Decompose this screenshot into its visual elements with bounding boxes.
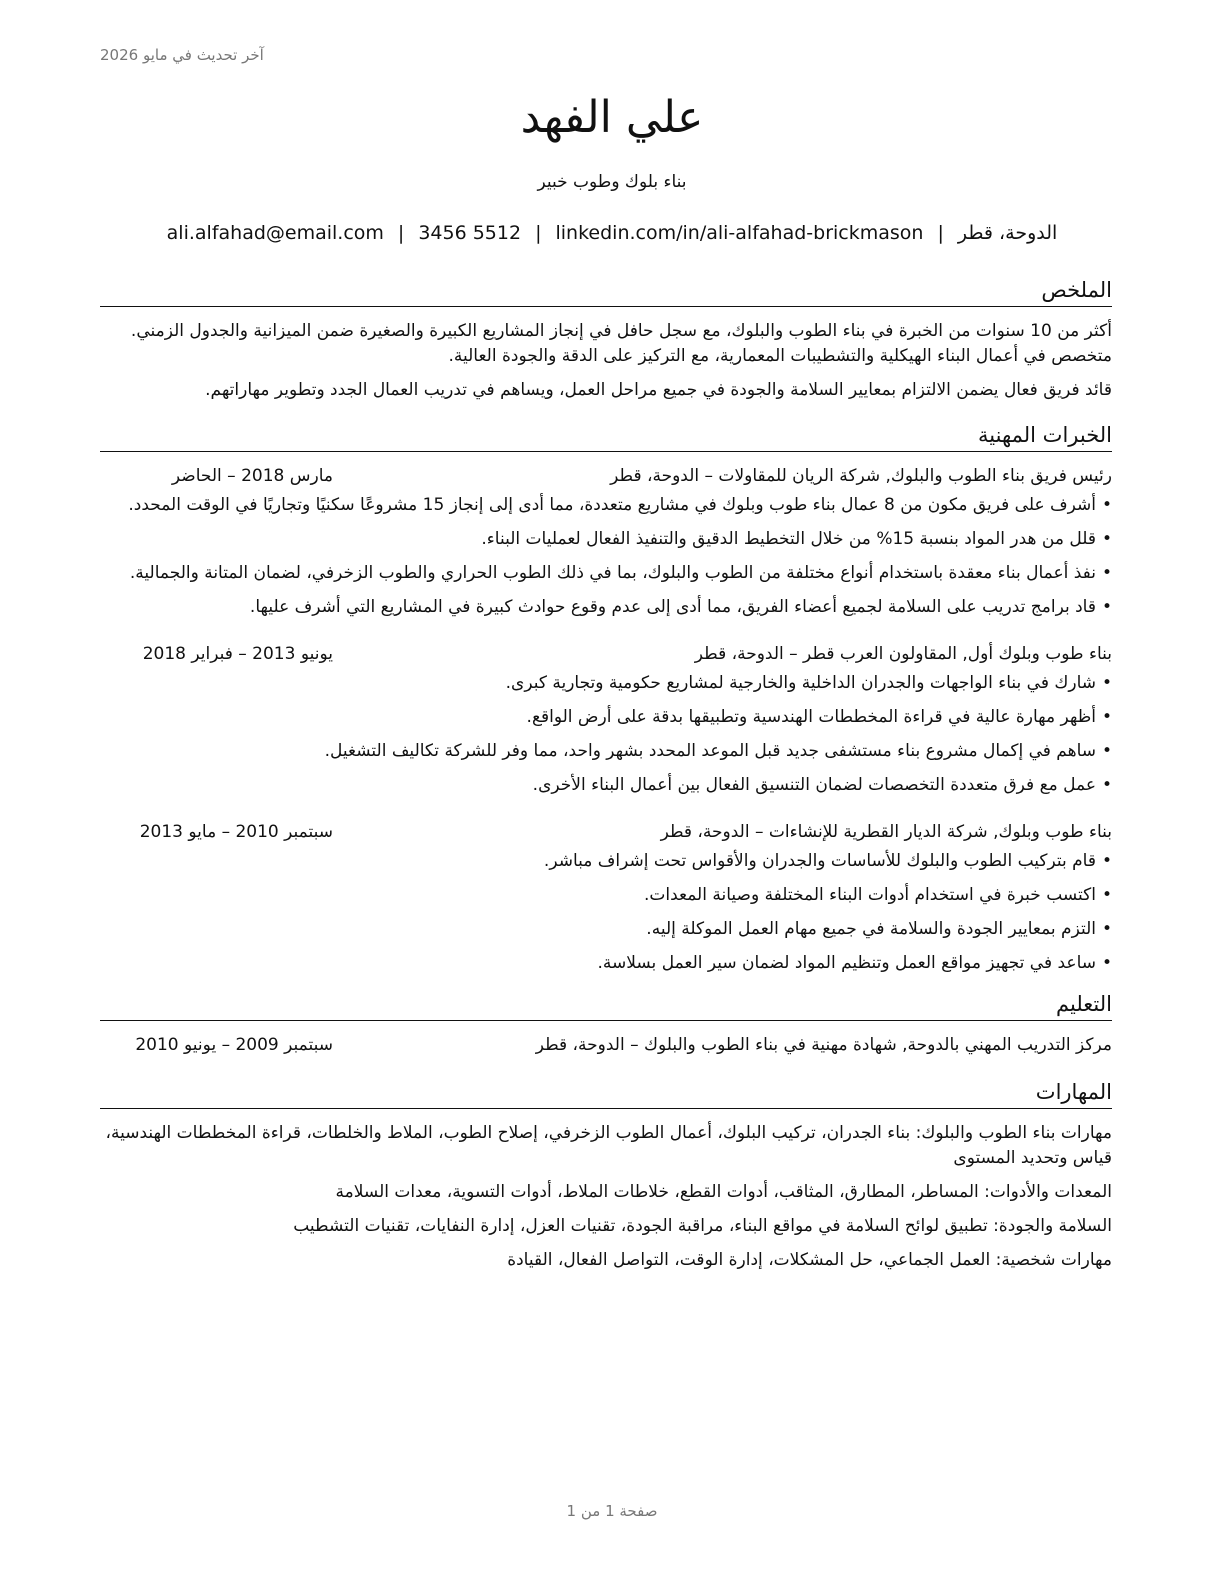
contact-location: الدوحة، قطر xyxy=(957,222,1058,244)
job-position: بناء طوب وبلوك, شركة الديار القطرية للإنشاءات – الدوحة، قطر xyxy=(660,822,1112,842)
list-item: • قلل من هدر المواد بنسبة 15% من خلال التخطيط الدقيق والتنفيذ الفعال لعمليات البناء. xyxy=(100,527,1112,552)
contact-linkedin[interactable]: linkedin.com/in/ali-alfahad-brickmason xyxy=(555,222,924,244)
list-item: • اكتسب خبرة في استخدام أدوات البناء المختلفة وصيانة المعدات. xyxy=(100,883,1112,908)
section-heading-summary: الملخص xyxy=(100,276,1112,307)
job-entry xyxy=(100,642,1112,798)
job-position: بناء طوب وبلوك أول, المقاولون العرب قطر – الدوحة، قطر xyxy=(694,644,1112,664)
section-heading-education: التعليم xyxy=(100,990,1112,1021)
list-item: • أشرف على فريق مكون من 8 عمال بناء طوب وبلوك في مشاريع متعددة، مما أدى إلى إنجاز 15 مشروعًا سكنيًا وتجاريًا في الوقت المحدد. xyxy=(100,493,1112,518)
job-dates: يونيو 2013 – فبراير 2018 xyxy=(142,644,333,664)
education-dates: سبتمبر 2009 – يونيو 2010 xyxy=(135,1035,333,1055)
job-dates: مارس 2018 – الحاضر xyxy=(171,466,333,486)
skill-line: مهارات شخصية: العمل الجماعي، حل المشكلات، إدارة الوقت، التواصل الفعال، القيادة xyxy=(507,1250,1112,1270)
summary-section xyxy=(100,276,1112,403)
resume-content xyxy=(100,276,1112,1282)
job-bullets xyxy=(100,671,1112,798)
list-item: • عمل مع فرق متعددة التخصصات لضمان التنسيق الفعال بين أعمال البناء الأخرى. xyxy=(100,773,1112,798)
contact-email[interactable]: ali.alfahad@email.com xyxy=(166,222,384,244)
job-header xyxy=(100,464,1112,489)
last-updated: آخر تحديث في مايو 2026 xyxy=(100,46,264,64)
job-header xyxy=(100,820,1112,845)
list-item: • قام بتركيب الطوب والبلوك للأساسات والجدران والأقواس تحت إشراف مباشر. xyxy=(100,849,1112,874)
job-position: رئيس فريق بناء الطوب والبلوك, شركة الريان للمقاولات – الدوحة، قطر xyxy=(610,466,1112,486)
education-section xyxy=(100,990,1112,1058)
list-item: • قاد برامج تدريب على السلامة لجميع أعضاء الفريق، مما أدى إلى عدم وقوع حوادث كبيرة في المشاريع التي أشرف عليها. xyxy=(100,595,1112,620)
contact-separator: | xyxy=(937,222,944,244)
job-entry xyxy=(100,464,1112,620)
list-item: • شارك في بناء الواجهات والجدران الداخلية والخارجية لمشاريع حكومية وتجارية كبرى. xyxy=(100,671,1112,696)
section-heading-skills: المهارات xyxy=(100,1078,1112,1109)
job-header xyxy=(100,642,1112,667)
job-bullets xyxy=(100,849,1112,976)
page-number: صفحة 1 من 1 xyxy=(566,1502,658,1520)
section-heading-experience: الخبرات المهنية xyxy=(100,421,1112,452)
skill-line: مهارات بناء الطوب والبلوك: بناء الجدران، تركيب البلوك، أعمال الطوب الزخرفي، إصلاح الطوب، الملاط والخلطات، قراءة المخططات الهندسية، قياس وتحديد المستوى xyxy=(105,1123,1112,1168)
list-item: • نفذ أعمال بناء معقدة باستخدام أنواع مختلفة من الطوب والبلوك، بما في ذلك الطوب الحراري والطوب الزخرفي، لضمان المتانة والجمالية. xyxy=(100,561,1112,586)
summary-paragraph: قائد فريق فعال يضمن الالتزام بمعايير السلامة والجودة في جميع مراحل العمل، ويساهم في تدريب العمال الجدد وتطوير مهاراتهم. xyxy=(205,380,1112,400)
skill-line: السلامة والجودة: تطبيق لوائح السلامة في مواقع البناء، مراقبة الجودة، تقنيات العزل، إدارة النفايات، تقنيات التشطيب xyxy=(293,1216,1112,1236)
candidate-name: علي الفهد xyxy=(520,92,704,143)
job-title: بناء بلوك وطوب خبير xyxy=(537,172,687,192)
contact-separator: | xyxy=(535,222,542,244)
education-title: مركز التدريب المهني بالدوحة, شهادة مهنية في بناء الطوب والبلوك – الدوحة، قطر xyxy=(535,1035,1112,1055)
contact-phone: 3456 5512 xyxy=(418,222,522,244)
experience-section xyxy=(100,421,1112,976)
job-bullets xyxy=(100,493,1112,620)
skills-section xyxy=(100,1078,1112,1273)
skill-line: المعدات والأدوات: المساطر، المطارق، المثاقب، أدوات القطع، خلاطات الملاط، أدوات التسوية، معدات السلامة xyxy=(335,1182,1112,1202)
list-item: • أظهر مهارة عالية في قراءة المخططات الهندسية وتطبيقها بدقة على أرض الواقع. xyxy=(100,705,1112,730)
contact-separator: | xyxy=(397,222,405,244)
list-item: • التزم بمعايير الجودة والسلامة في جميع مهام العمل الموكلة إليه. xyxy=(100,917,1112,942)
summary-paragraph: أكثر من 10 سنوات من الخبرة في بناء الطوب والبلوك، مع سجل حافل في إنجاز المشاريع الكبيرة والصغيرة ضمن الميزانية والجدول الزمني. متخصص في أعمال البناء الهيكلية والتشطيبات المعمارية، مع التركيز على الدقة والجودة العالية. xyxy=(130,321,1112,366)
list-item: • ساهم في إكمال مشروع بناء مستشفى جديد قبل الموعد المحدد بشهر واحد، مما وفر للشركة تكاليف التشغيل. xyxy=(100,739,1112,764)
job-entry xyxy=(100,820,1112,976)
education-entry xyxy=(100,1033,1112,1058)
job-dates: سبتمبر 2010 – مايو 2013 xyxy=(139,822,333,842)
list-item: • ساعد في تجهيز مواقع العمل وتنظيم المواد لضمان سير العمل بسلاسة. xyxy=(100,951,1112,976)
contact-line xyxy=(100,222,1124,244)
